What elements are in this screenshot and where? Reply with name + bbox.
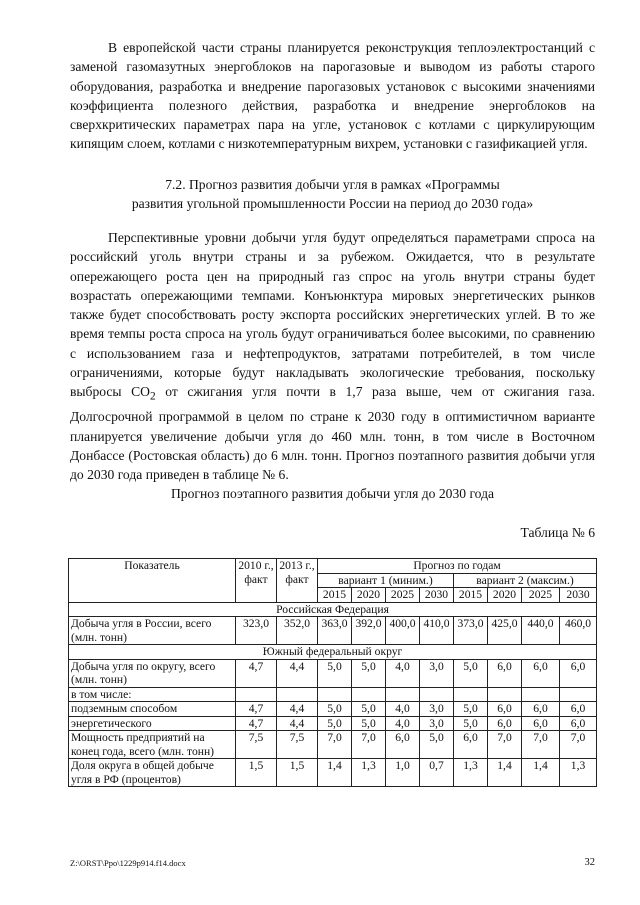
table-cell: 1,4 (318, 759, 352, 787)
table-cell: 3,0 (420, 702, 454, 717)
row-label: подземным способом (69, 702, 236, 717)
table-cell: 3,0 (420, 716, 454, 731)
paragraph-forecast-text-a: Перспективные уровни добычи угля будут определяться параметрами спроса на российский уголь внутри страны и за рубежом. Ожидается, что в результате опережающего роста цен на природный газ спрос на уголь внутри страны будет возрастать опережающими темпами. Конъюнктура мировых энергетических рынков также будет способствовать росту экспорта российских энергетических углей. В то же время темпы роста спроса на уголь будут ограничиваться более высокими, по сравнению с использованием газа и нефтепродуктов, затратами потребителей, в том числе ограничениями, которые будут накладывать экологические требования, поскольку выбросы CO (70, 230, 595, 400)
table-cell: 363,0 (318, 617, 352, 645)
paragraph-reconstruction (70, 38, 595, 154)
header-forecast: Прогноз по годам (318, 559, 597, 574)
header-variant-2: вариант 2 (максим.) (454, 573, 597, 588)
table-cell: 5,0 (318, 659, 352, 687)
table-cell: 460,0 (560, 617, 597, 645)
table-caption: Прогноз поэтапного развития добычи угля до 2030 года (170, 486, 495, 501)
table-cell: 0,7 (420, 759, 454, 787)
table-cell: 440,0 (522, 617, 560, 645)
table-cell: 4,0 (386, 702, 420, 717)
table-cell: 7,0 (522, 731, 560, 759)
table-cell: 5,0 (454, 702, 488, 717)
paragraph-reconstruction-text: В европейской части страны планируется реконструкция теплоэлектростанций с заменой газомазутных энергоблоков на парогазовые и выводом из работы старого оборудования, разработка и внедрение парогазовых установок с высокими значениями коэффициента полезного действия, разработка и внедрение энергоблоков на сверхкритических параметрах пара на угле, установок с котлами с циркулирующим кипящим слоем, котлами с низкотемпературным вихрем, установки с газификацией угля. (70, 40, 595, 152)
table-cell: 6,0 (522, 702, 560, 717)
table-cell: 5,0 (454, 659, 488, 687)
table-cell: 5,0 (454, 716, 488, 731)
header-year: 2015 (318, 588, 352, 603)
table-cell (352, 687, 386, 702)
footer-file-path: Z:\ORST\Ppo\1229p914.f14.docx (70, 858, 186, 868)
table-row-okrug (69, 659, 597, 687)
table-cell: 5,0 (420, 731, 454, 759)
header-year: 2015 (454, 588, 488, 603)
table-cell: 352,0 (277, 617, 318, 645)
row-label: Доля округа в общей добыче угля в РФ (процентов) (69, 759, 236, 787)
section-heading (70, 175, 595, 214)
header-2010: 2010 г., факт (236, 559, 277, 603)
table-cell: 1,3 (560, 759, 597, 787)
table-cell: 7,5 (277, 731, 318, 759)
table-cell: 7,0 (560, 731, 597, 759)
table-cell: 4,0 (386, 659, 420, 687)
table-cell: 7,5 (236, 731, 277, 759)
page-number: 32 (584, 857, 595, 868)
table-cell: 323,0 (236, 617, 277, 645)
header-year: 2020 (488, 588, 522, 603)
table-cell: 6,0 (488, 702, 522, 717)
header-year: 2030 (560, 588, 597, 603)
table-row-underground (69, 702, 597, 717)
table-cell (386, 687, 420, 702)
table-cell: 4,4 (277, 659, 318, 687)
table-row-russia (69, 617, 597, 645)
table-cell: 7,0 (352, 731, 386, 759)
co2-subscript: 2 (150, 391, 156, 404)
table-cell: 5,0 (318, 702, 352, 717)
header-year: 2030 (420, 588, 454, 603)
header-variant-1: вариант 1 (миним.) (318, 573, 454, 588)
table-cell: 5,0 (352, 716, 386, 731)
table-cell: 6,0 (560, 659, 597, 687)
table-cell: 1,0 (386, 759, 420, 787)
header-year: 2025 (522, 588, 560, 603)
paragraph-forecast-text-b: от сжигания угля почти в 1,7 раза выше, чем от сжигания газа. Долгосрочной программой в целом по стране к 2030 году в оптимистичном варианте планируется увеличение добычи угля до 460 млн. тонн, в том числе в Восточном Донбассе (Ростовская область) до 6 млн. тонн. Прогноз поэтапного развития добычи угля до 2030 года приведен в таблице № 6. (70, 384, 595, 483)
table-cell: 392,0 (352, 617, 386, 645)
table-cell: 4,7 (236, 702, 277, 717)
table-cell: 6,0 (560, 702, 597, 717)
table-cell: 6,0 (488, 659, 522, 687)
table-cell: 6,0 (560, 716, 597, 731)
section-russian-federation: Российская Федерация (69, 602, 597, 617)
table-header-row (69, 559, 597, 574)
table-cell: 1,4 (488, 759, 522, 787)
table-cell: 5,0 (352, 659, 386, 687)
table-section-row (69, 602, 597, 617)
table-cell: 3,0 (420, 659, 454, 687)
row-label: энергетического (69, 716, 236, 731)
table-cell: 4,7 (236, 716, 277, 731)
table-cell: 4,7 (236, 659, 277, 687)
table-cell: 400,0 (386, 617, 420, 645)
header-2013: 2013 г., факт (277, 559, 318, 603)
table-cell (560, 687, 597, 702)
section-southern-district: Южный федеральный округ (69, 645, 597, 660)
table-row-energy (69, 716, 597, 731)
table-cell: 6,0 (522, 716, 560, 731)
header-year: 2025 (386, 588, 420, 603)
header-year: 2020 (352, 588, 386, 603)
table-cell: 7,0 (318, 731, 352, 759)
table-cell: 4,4 (277, 716, 318, 731)
row-label: в том числе: (69, 687, 236, 702)
table-section-row (69, 645, 597, 660)
table-cell: 4,0 (386, 716, 420, 731)
table-cell: 425,0 (488, 617, 522, 645)
table-row-capacity (69, 731, 597, 759)
table-cell: 4,4 (277, 702, 318, 717)
row-label: Добыча угля по округу, всего (млн. тонн) (69, 659, 236, 687)
table-cell: 1,4 (522, 759, 560, 787)
table-cell: 6,0 (488, 716, 522, 731)
row-label: Добыча угля в России, всего (млн. тонн) (69, 617, 236, 645)
table-row-share (69, 759, 597, 787)
row-label: Мощность предприятий на конец года, всего (млн. тонн) (69, 731, 236, 759)
table-cell (488, 687, 522, 702)
table-cell: 373,0 (454, 617, 488, 645)
table-cell: 5,0 (352, 702, 386, 717)
table-cell: 1,3 (454, 759, 488, 787)
table-cell: 5,0 (318, 716, 352, 731)
table-cell: 6,0 (386, 731, 420, 759)
section-heading-line-1: 7.2. Прогноз развития добычи угля в рамках «Программы (165, 177, 500, 192)
table-cell (420, 687, 454, 702)
coal-forecast-table (68, 558, 597, 787)
header-indicator: Показатель (69, 559, 236, 603)
table-cell (454, 687, 488, 702)
table-cell: 1,3 (352, 759, 386, 787)
table-cell: 6,0 (522, 659, 560, 687)
table-cell: 7,0 (488, 731, 522, 759)
table-cell (318, 687, 352, 702)
table-cell: 1,5 (236, 759, 277, 787)
table-cell (277, 687, 318, 702)
table-cell: 410,0 (420, 617, 454, 645)
table-row-including (69, 687, 597, 702)
table-cell: 6,0 (454, 731, 488, 759)
paragraph-forecast (70, 228, 595, 485)
section-heading-line-2: развития угольной промышленности России на период до 2030 года» (131, 196, 534, 212)
table-cell: 1,5 (277, 759, 318, 787)
table-cell (236, 687, 277, 702)
table-cell (522, 687, 560, 702)
table-label: Таблица № 6 (520, 525, 595, 540)
